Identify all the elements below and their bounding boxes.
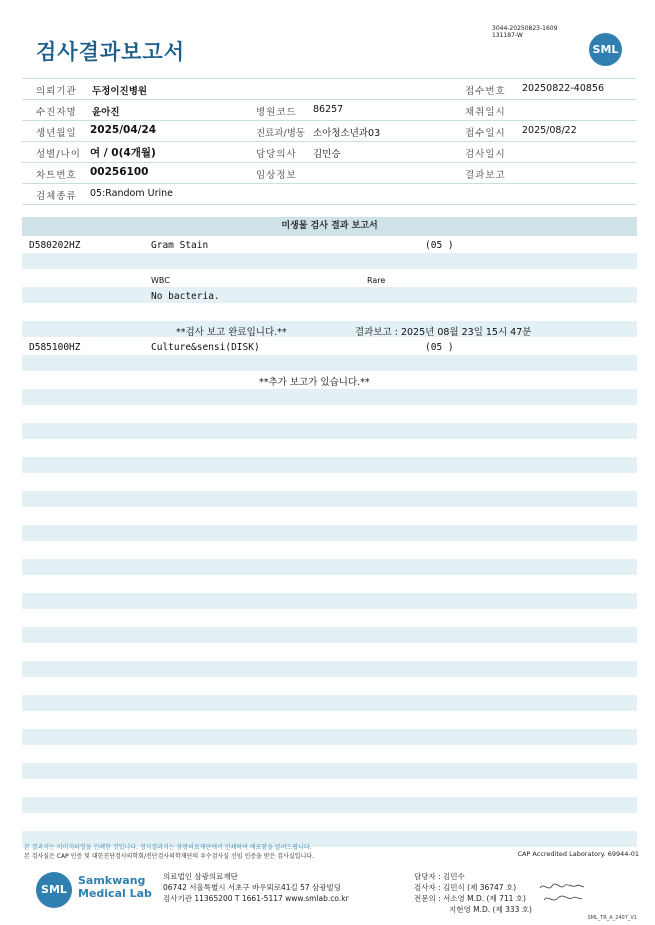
info-row-3: [22, 121, 637, 141]
pending-message: **추가 보고가 있습니다.**: [259, 377, 370, 388]
birth-label: 생년월일: [36, 128, 77, 139]
complete-message: **검사 보고 완료입니다.**: [176, 327, 287, 338]
department-label: 진료과/병동: [256, 128, 306, 139]
sex-age-value: 여 / 0(4개월): [90, 147, 156, 159]
specimen-value: 05:Random Urine: [90, 188, 174, 199]
requesting-institution-label: 의뢰기관: [36, 86, 77, 97]
stripe: [22, 457, 637, 473]
birth-value: 2025/04/24: [90, 124, 157, 136]
divider: [22, 204, 637, 205]
test-date-label: 검사일시: [465, 149, 506, 160]
tester: 검사자 : 김민식 (제 36747 호): [414, 883, 517, 892]
test1-code: D580202HZ: [29, 240, 81, 251]
stripe: [22, 423, 637, 439]
stripe: [22, 729, 637, 745]
sex-age-label: 성별/나이: [36, 149, 81, 160]
collection-date-label: 채취일시: [465, 107, 506, 118]
patient-name-label: 수진자명: [36, 107, 77, 118]
stripe: [22, 491, 637, 507]
hospital-code-label: 병원코드: [256, 107, 297, 118]
test1-name: Gram Stain: [151, 240, 209, 251]
report-header: 미생물 검사 결과 보고서: [22, 217, 637, 236]
cap-accreditation: CAP Accredited Laboratory. 69944-01: [517, 850, 639, 858]
chart-no-value: 00256100: [90, 166, 149, 178]
requesting-institution-value: 두정이진병원: [92, 86, 148, 97]
stripe: [22, 763, 637, 779]
stripe: [22, 627, 637, 643]
address: 06742 서울특별시 서초구 바우뫼로41길 57 삼광빌딩: [163, 883, 342, 892]
report-timestamp: 결과보고 : 2025년 08월 23일 15시 47분: [355, 327, 532, 338]
stripe: [22, 593, 637, 609]
doctor-label: 담당의사: [256, 149, 297, 160]
sml-logo: SML: [589, 33, 622, 66]
certification-notice: 본 검사실은 CAP 인증 및 대한진단검사의학회/진단검사의학재단의 우수검사실 신임 인증을 받은 검사실입니다.: [24, 853, 314, 860]
lab-address: [163, 871, 349, 904]
info-row-1: [22, 79, 637, 99]
specimen-label: 검체종류: [36, 191, 77, 202]
signatories: [414, 871, 532, 915]
stripe: [22, 389, 637, 405]
test2-name: Culture&sensi(DISK): [151, 342, 260, 353]
stripe: [22, 321, 637, 337]
receipt-no-value: 20250822-40856: [522, 83, 605, 94]
department-value: 소아청소년과03: [313, 128, 381, 139]
hospital-code-value: 86257: [313, 104, 344, 115]
brand-name: Samkwang Medical Lab: [78, 874, 152, 900]
info-row-5: [22, 163, 637, 183]
signature-image: [538, 880, 588, 906]
stripe: [22, 525, 637, 541]
receipt-date-label: 접수일시: [465, 128, 506, 139]
info-row-4: [22, 142, 637, 162]
stripe: [22, 797, 637, 813]
info-row-2: [22, 100, 637, 120]
specialist-1: 전문의 : 서소영 M.D. (제 711 호): [414, 894, 526, 903]
manager: 담당자 : 김민수: [414, 872, 465, 881]
info-row-6: [22, 184, 637, 204]
stripe: [22, 253, 637, 269]
contact: 검사기관 11365200 T 1661-5117 www.smlab.co.kr: [163, 894, 349, 903]
clinical-info-label: 임상정보: [256, 170, 297, 181]
test1-specimen: (05 ): [425, 240, 454, 251]
finding-text: No bacteria.: [151, 291, 220, 302]
wbc-value: Rare: [367, 276, 386, 285]
org-name: 의료법인 삼광의료재단: [163, 872, 238, 881]
sml-footer-logo: SML: [36, 872, 72, 908]
image-notice: 본 결과지는 이미지파일을 인쇄한 것입니다. 정식결과지는 삼광의료재단에서 인쇄하여 배포함을 알려드립니다.: [24, 844, 312, 851]
wbc-label: WBC: [151, 276, 170, 285]
stripe: [22, 661, 637, 677]
receipt-date-value: 2025/08/22: [522, 125, 577, 136]
chart-no-label: 차트번호: [36, 170, 77, 181]
doctor-value: 김민승: [313, 149, 341, 160]
patient-name-value: 윤아진: [92, 107, 120, 118]
stripe: [22, 355, 637, 371]
page-title: 검사결과보고서: [36, 40, 186, 64]
stripe: [22, 287, 637, 303]
test2-code: D585100HZ: [29, 342, 81, 353]
document-code: 3044-20250823-1609 131187-W: [492, 25, 558, 39]
test2-specimen: (05 ): [425, 342, 454, 353]
stripe: [22, 559, 637, 575]
stripe: [22, 695, 637, 711]
form-version: SML_TR_A_2407_V1: [587, 915, 637, 921]
result-report-label: 결과보고: [465, 170, 506, 181]
specialist-2: 지현영 M.D. (제 333 호): [449, 905, 532, 914]
receipt-no-label: 접수번호: [465, 86, 506, 97]
